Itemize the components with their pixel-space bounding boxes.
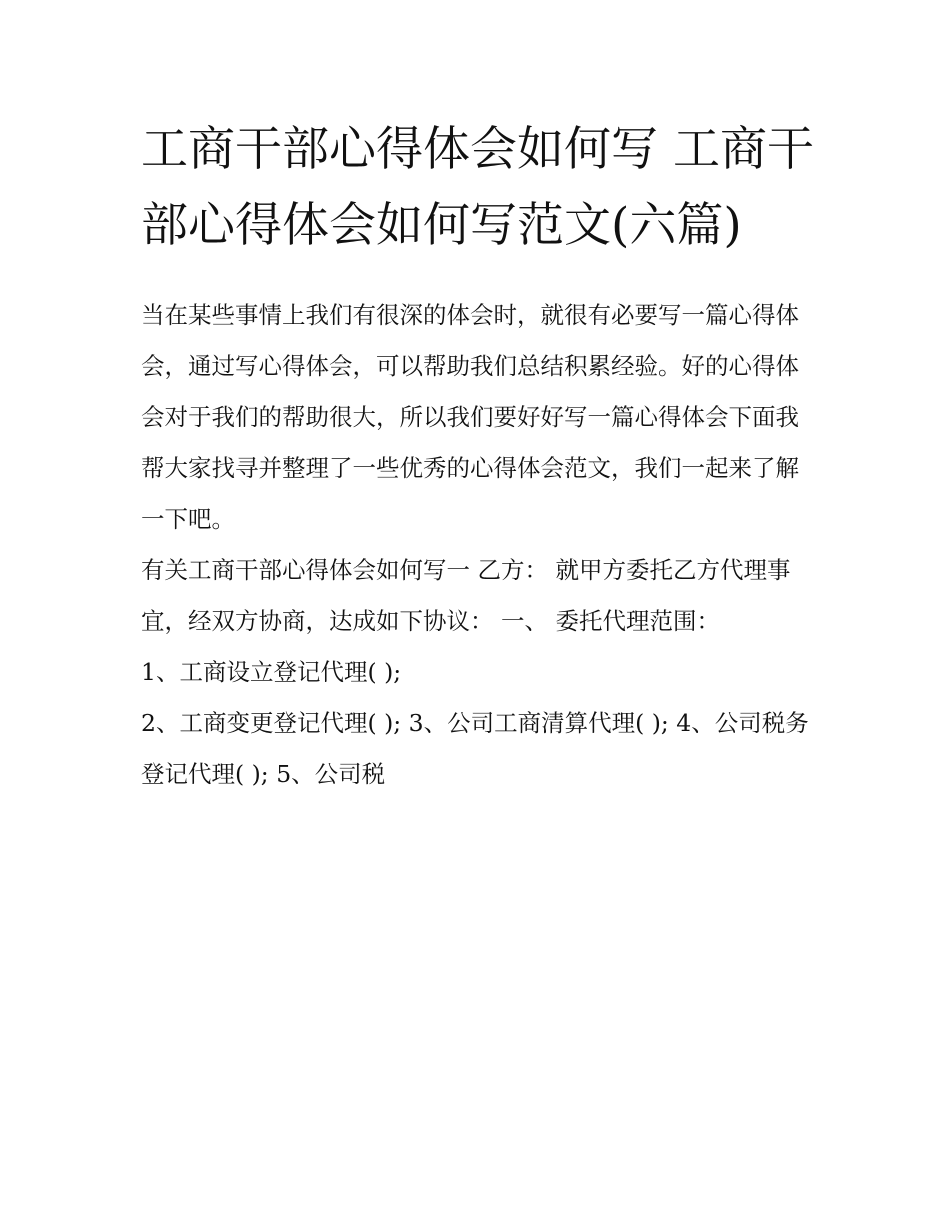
list-item-1: 1、工商设立登记代理( ); bbox=[141, 658, 402, 686]
document-page bbox=[141, 112, 821, 800]
intro-paragraph: 当在某些事情上我们有很深的体会时，就很有必要写一篇心得体会，通过写心得体会，可以帮助我们总结积累经验。好的心得体会对于我们的帮助很大，所以我们要好好写一篇心得体会下面我帮大家找寻并整理了一些优秀的心得体会范文，我们一起来了解一下吧。 bbox=[141, 301, 799, 533]
list-item-2-5: 2、工商变更登记代理( ); 3、公司工商清算代理( ); 4、公司税务登记代理( ); 5、公司税 bbox=[141, 709, 809, 788]
document-title: 工商干部心得体会如何写 工商干部心得体会如何写范文(六篇) bbox=[141, 122, 814, 253]
agreement-paragraph: 有关工商干部心得体会如何写一 乙方： 就甲方委托乙方代理事宜，经双方协商，达成如下协议： 一、 委托代理范围： bbox=[141, 556, 791, 635]
